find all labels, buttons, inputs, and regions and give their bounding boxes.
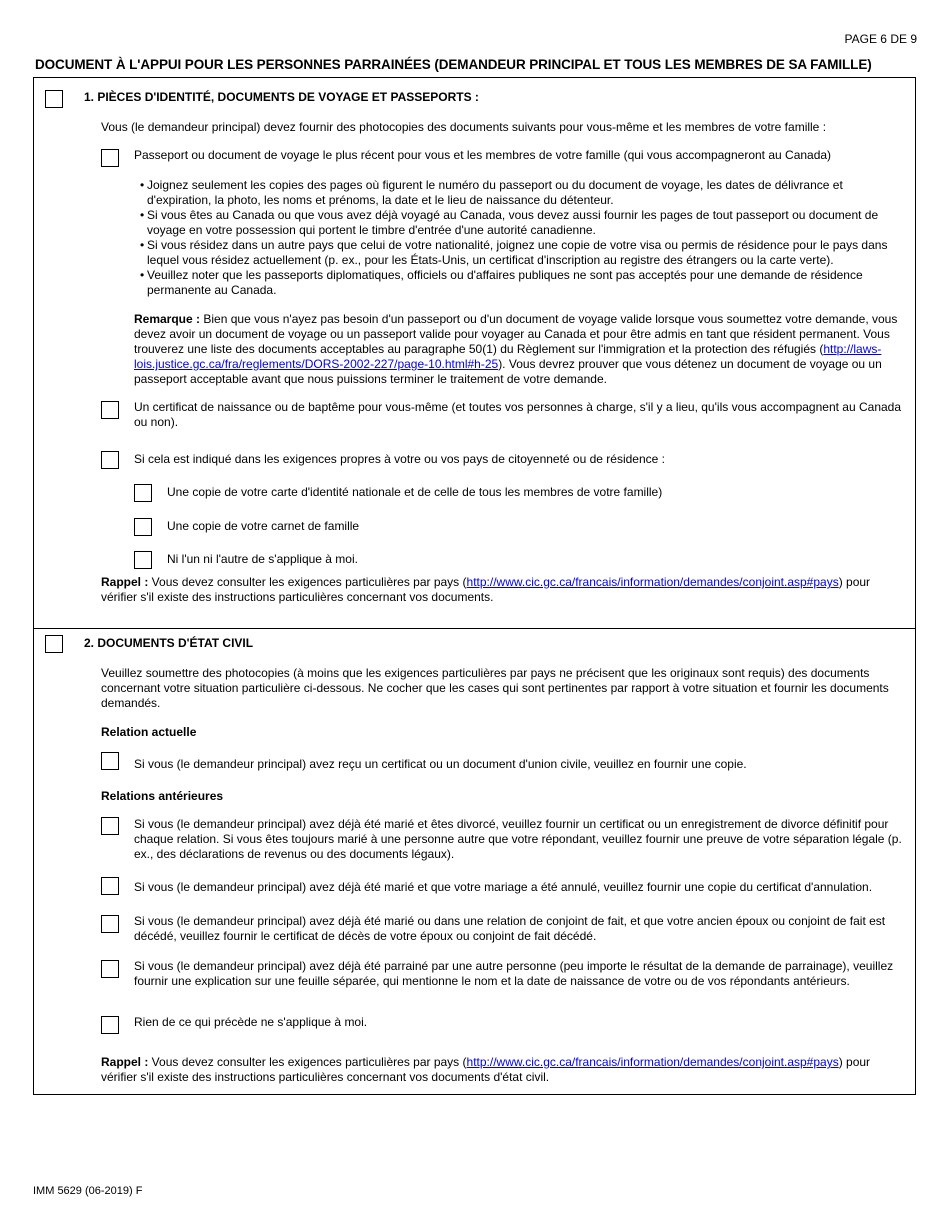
none-of-above-label: Rien de ce qui précède ne s'applique à moi. xyxy=(134,1015,368,1029)
passport-checkbox[interactable] xyxy=(101,149,119,167)
civil-union-checkbox[interactable] xyxy=(101,752,119,770)
reminder-label: Rappel : xyxy=(101,575,149,589)
divorce-label: Si vous (le demandeur principal) avez déjà été marié et êtes divorcé, veuillez fournir un certificat ou un enregistrement de divorce définitif pour chaque relation. Si vous êtes toujours marié à une personne autre que votre répondant, veuillez fournir une preuve de votre séparation légale (p. ex., des déclarations de revenus ou des documents légaux). xyxy=(134,817,902,861)
family-book-checkbox[interactable] xyxy=(134,518,152,536)
section-1-heading: 1. PIÈCES D'IDENTITÉ, DOCUMENTS DE VOYAGE ET PASSEPORTS : xyxy=(84,90,479,104)
reminder-text-1: Vous devez consulter les exigences particulières par pays ( xyxy=(148,575,467,589)
section-1-reminder xyxy=(101,575,907,605)
family-book-label: Une copie de votre carnet de famille xyxy=(167,519,360,533)
none-of-above-checkbox[interactable] xyxy=(101,1016,119,1034)
divorce-checkbox[interactable] xyxy=(101,817,119,835)
deceased-spouse-checkbox[interactable] xyxy=(101,915,119,933)
reminder-text-2: ) pour vérifier s'il existe des instructions particulières concernant vos documents d'état civil. xyxy=(101,1055,871,1084)
previous-sponsorship-checkbox[interactable] xyxy=(101,960,119,978)
regulation-link[interactable]: http://laws-lois.justice.gc.ca/fra/reglements/DORS-2002-227/page-10.html#h-25 xyxy=(134,342,882,371)
page-number: PAGE 6 DE 9 xyxy=(844,32,917,46)
national-id-label: Une copie de votre carte d'identité nationale et de celle de tous les membres de votre famille) xyxy=(167,485,663,499)
bullet-item: • Si vous êtes au Canada ou que vous avez déjà voyagé au Canada, vous devez aussi fournir les pages de tout passeport ou document de voyage en votre possession qui portent le timbre d'entrée d'une autorité canadienne. xyxy=(140,208,908,238)
passport-label: Passeport ou document de voyage le plus récent pour vous et les membres de votre famille (qui vous accompagneront au Canada) xyxy=(134,148,832,162)
annulment-checkbox[interactable] xyxy=(101,877,119,895)
passport-remark xyxy=(134,312,906,387)
section-1-intro: Vous (le demandeur principal) devez fournir des photocopies des documents suivants pour vous-même et les membres de votre famille : xyxy=(101,120,827,134)
none-applies-checkbox[interactable] xyxy=(134,551,152,569)
birth-certificate-label: Un certificat de naissance ou de baptême pour vous-même (et toutes vos personnes à charge, s'il y a lieu, qu'ils vous accompagnent au Canada ou non). xyxy=(134,400,902,429)
previous-sponsorship-label: Si vous (le demandeur principal) avez déjà été parrainé par une autre personne (peu importe le résultat de la demande de parrainage), veuillez fournir une explication sur une feuille séparée, qui mentionne le nom et la date de naissance de votre ou de vos répondants antérieurs. xyxy=(134,959,894,988)
section-2-intro: Veuillez soumettre des photocopies (à moins que les exigences particulières par pays ne précisent que les originaux sont requis) des documents concernant votre situation particulière ci-dessous. Ne cocher que les cases qui sont pertinentes par rapport à votre situation et fournir les documents demandés. xyxy=(101,666,889,710)
country-requirements-label: Si cela est indiqué dans les exigences propres à votre ou vos pays de citoyenneté ou de résidence : xyxy=(134,452,665,466)
document-title: DOCUMENT À L'APPUI POUR LES PERSONNES PARRAINÉES (DEMANDEUR PRINCIPAL ET TOUS LES MEMBRES DE SA FAMILLE) xyxy=(35,57,872,72)
remark-text-1: Bien que vous n'ayez pas besoin d'un passeport ou d'un document de voyage valide lorsque vous soumettez votre demande, vous devez avoir un document de voyage ou un passeport valide pour voyager au Canada et pour être admis en tant que résident permanent. Vous trouverez une liste des documents acceptables au paragraphe 50(1) du Règlement sur l'immigration et la protection des réfugiés ( xyxy=(134,312,898,356)
birth-certificate-checkbox[interactable] xyxy=(101,401,119,419)
passport-bullet-list xyxy=(140,178,908,298)
section-2-heading: 2. DOCUMENTS D'ÉTAT CIVIL xyxy=(84,636,254,650)
section-2-reminder xyxy=(101,1055,907,1085)
section-2-checkbox[interactable] xyxy=(45,635,63,653)
national-id-checkbox[interactable] xyxy=(134,484,152,502)
country-requirements-link[interactable]: http://www.cic.gc.ca/francais/information/demandes/conjoint.asp#pays xyxy=(466,1055,839,1069)
bullet-item: • Si vous résidez dans un autre pays que celui de votre nationalité, joignez une copie de votre visa ou permis de résidence pour le pays dans lequel vous résidez actuellement (p. ex., pour les États-Unis, un certificat d'inscription au registre des étrangers ou la carte verte). xyxy=(140,238,908,268)
bullet-item: • Veuillez noter que les passeports diplomatiques, officiels ou d'affaires publiques ne sont pas acceptés pour une demande de résidence permanente au Canada. xyxy=(140,268,908,298)
remark-text-2: ). Vous devrez prouver que vous détenez un document de voyage ou un passeport acceptable avant que nous puissions terminer le traitement de votre demande. xyxy=(134,357,882,386)
country-requirements-checkbox[interactable] xyxy=(101,451,119,469)
reminder-text-1: Vous devez consulter les exigences particulières par pays ( xyxy=(148,1055,467,1069)
deceased-spouse-label: Si vous (le demandeur principal) avez déjà été marié ou dans une relation de conjoint de fait, et que votre ancien époux ou conjoint de fait est décédé, veuillez fournir le certificat de décès de votre époux ou conjoint de fait décédé. xyxy=(134,914,886,943)
bullet-item: • Joignez seulement les copies des pages où figurent le numéro du passeport ou du document de voyage, les dates de délivrance et d'expiration, la photo, les noms et prénoms, la date et le lieu de naissance du détenteur. xyxy=(140,178,908,208)
form-code: IMM 5629 (06-2019) F xyxy=(33,1185,143,1197)
annulment-label: Si vous (le demandeur principal) avez déjà été marié et que votre mariage a été annulé, veuillez fournir une copie du certificat d'annulation. xyxy=(134,880,873,894)
civil-union-label: Si vous (le demandeur principal) avez reçu un certificat ou un document d'union civile, veuillez en fournir une copie. xyxy=(134,757,747,771)
reminder-text-2: ) pour vérifier s'il existe des instructions particulières concernant vos documents. xyxy=(101,575,871,604)
current-relationship-heading: Relation actuelle xyxy=(101,725,197,739)
country-requirements-link[interactable]: http://www.cic.gc.ca/francais/information/demandes/conjoint.asp#pays xyxy=(466,575,839,589)
reminder-label: Rappel : xyxy=(101,1055,149,1069)
remark-label: Remarque : xyxy=(134,312,201,326)
section-1-checkbox[interactable] xyxy=(45,90,63,108)
none-applies-label: Ni l'un ni l'autre de s'applique à moi. xyxy=(167,552,358,566)
previous-relationships-heading: Relations antérieures xyxy=(101,789,224,803)
